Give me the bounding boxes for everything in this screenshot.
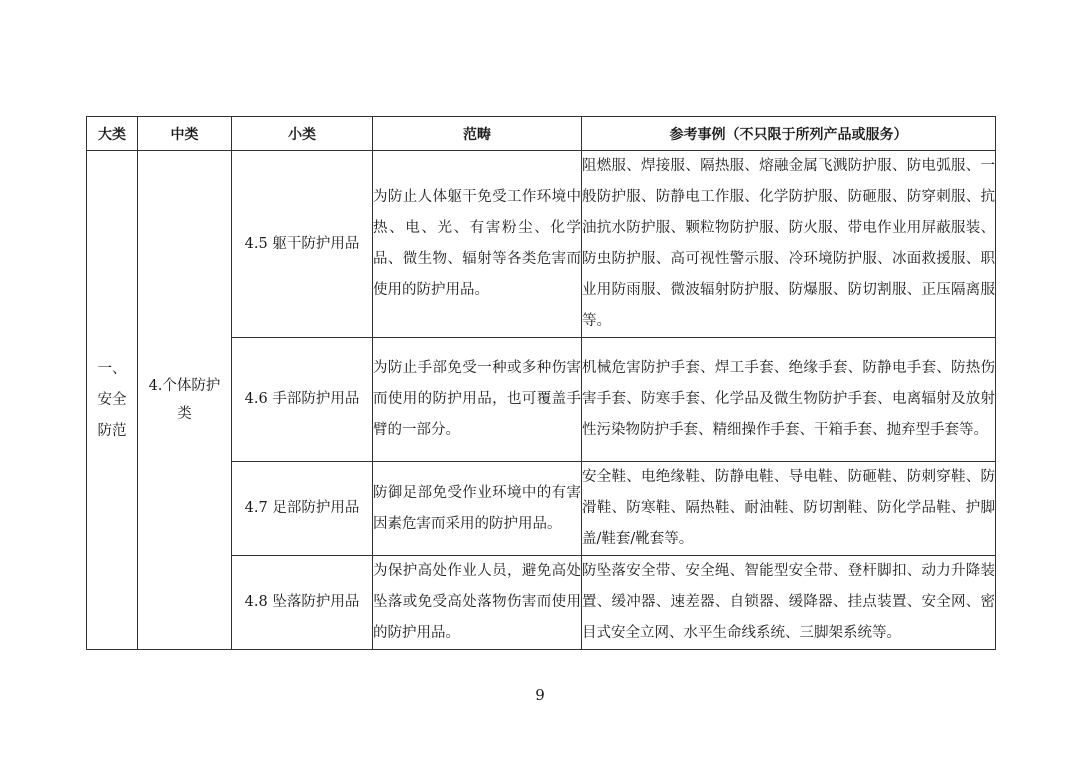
header-middle: 中类: [138, 117, 232, 151]
scope-cell: 防御足部免受作业环境中的有害因素危害而采用的防护用品。: [373, 462, 582, 556]
scope-cell: 为防止手部免受一种或多种伤害而使用的防护用品，也可覆盖手臂的一部分。: [373, 338, 582, 462]
examples-cell: 安全鞋、电绝缘鞋、防静电鞋、导电鞋、防砸鞋、防刺穿鞋、防滑鞋、防寒鞋、隔热鞋、耐油鞋、防切割鞋、防化学品鞋、护脚盖/鞋套/靴套等。: [582, 462, 996, 556]
table-header-row: [87, 117, 996, 151]
examples-cell: 防坠落安全带、安全绳、智能型安全带、登杆脚扣、动力升降装置、缓冲器、速差器、自锁器、缓降器、挂点装置、安全网、密目式安全立网、水平生命线系统、三脚架系统等。: [582, 556, 996, 650]
sub-category-cell: 4.7 足部防护用品: [232, 462, 373, 556]
scope-cell: 为防止人体躯干免受工作环境中热、电、光、有害粉尘、化学品、微生物、辐射等各类危害而使用的防护用品。: [373, 151, 582, 338]
middle-line: 类: [177, 406, 192, 422]
major-line: 安全: [97, 391, 127, 408]
header-sub: 小类: [232, 117, 373, 151]
header-examples: 参考事例（不只限于所列产品或服务）: [582, 117, 996, 151]
category-table: [86, 116, 996, 650]
major-line: 防范: [97, 422, 127, 439]
major-category-cell: [87, 151, 138, 650]
examples-cell: 机械危害防护手套、焊工手套、绝缘手套、防静电手套、防热伤害手套、防寒手套、化学品及微生物防护手套、电离辐射及放射性污染物防护手套、精细操作手套、干箱手套、抛弃型手套等。: [582, 338, 996, 462]
header-major: 大类: [87, 117, 138, 151]
sub-category-cell: 4.8 坠落防护用品: [232, 556, 373, 650]
major-line: 一、: [97, 360, 127, 377]
table-row: [87, 151, 996, 338]
middle-category-cell: [138, 151, 232, 650]
examples-cell: 阻燃服、焊接服、隔热服、熔融金属飞溅防护服、防电弧服、一般防护服、防静电工作服、化学防护服、防砸服、防穿刺服、抗油抗水防护服、颗粒物防护服、防火服、带电作业用屏蔽服装、防虫防护服、高可视性警示服、冷环境防护服、冰面救援服、职业用防雨服、微波辐射防护服、防爆服、防切割服、正压隔离服等。: [582, 151, 996, 338]
middle-line: 4.个体防护: [148, 378, 221, 394]
page-number: 9: [535, 686, 545, 704]
header-scope: 范畴: [373, 117, 582, 151]
sub-category-cell: 4.6 手部防护用品: [232, 338, 373, 462]
sub-category-cell: 4.5 躯干防护用品: [232, 151, 373, 338]
scope-cell: 为保护高处作业人员，避免高处坠落或免受高处落物伤害而使用的防护用品。: [373, 556, 582, 650]
